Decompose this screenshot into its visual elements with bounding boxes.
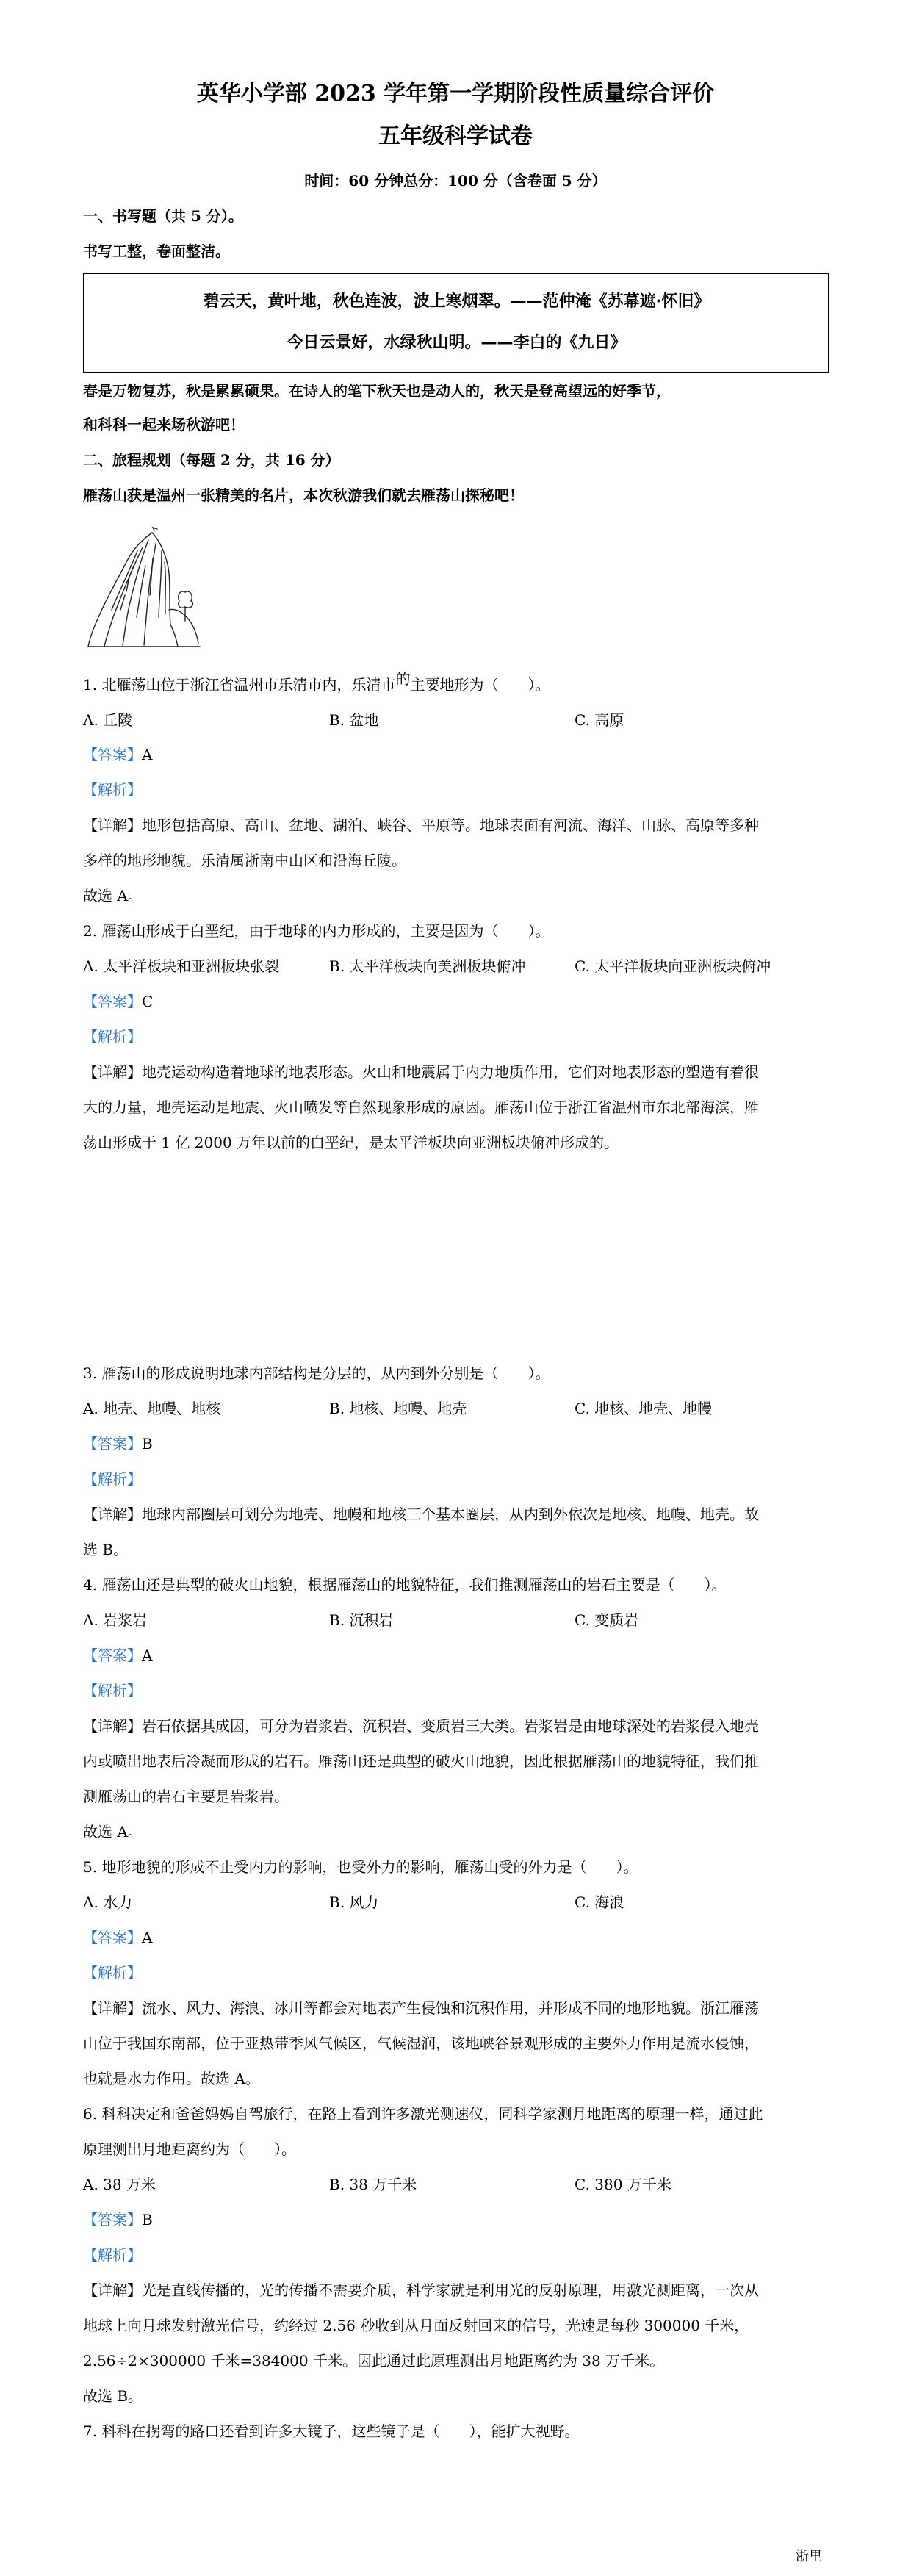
q2-detail-2: 大的力量，地壳运动是地震、火山喷发等自然现象形成的原因。雁荡山位于浙江省温州市东北部海滨，雁 [83, 1098, 759, 1116]
poem-line-2: 今日云景好，水绿秋山明。——李白的《九日》 [287, 333, 627, 352]
q5-option-a: A. 水力 [83, 1893, 133, 1911]
section1-text-2: 和科科一起来场秋游吧！ [83, 416, 245, 433]
q2-option-b: B. 太平洋板块向美洲板块俯冲 [329, 957, 526, 975]
q4-detail-3: 测雁荡山的岩石主要是岩浆岩。 [83, 1788, 289, 1805]
q6-option-c: C. 380 万千米 [575, 2176, 671, 2193]
q6-option-a: A. 38 万米 [83, 2176, 156, 2193]
section2-intro: 雁荡山获是温州一张精美的名片，本次秋游我们就去雁荡山探秘吧！ [83, 486, 524, 504]
section1-instruction: 书写工整，卷面整洁。 [83, 242, 230, 260]
q2-answer [83, 991, 153, 1012]
section1-heading: 一、书写题（共 5 分）。 [83, 207, 243, 225]
exam-title: 英华小学部 2023 学年第一学期阶段性质量综合评价 [196, 81, 715, 107]
q3-option-c: C. 地核、地壳、地幔 [575, 1400, 713, 1417]
q1-detail-2: 多样的地形地貌。乐清属浙南中山区和沿海丘陵。 [83, 852, 406, 869]
q6-detail-text-1: 光是直线传播的，光的传播不需要介质，科学家就是利用光的反射原理，用激光测距离，一次从 [142, 2281, 759, 2299]
footer-mark: 浙里 [796, 2549, 822, 2564]
q3-analysis-label: 【解析】 [83, 1470, 142, 1488]
q4-option-b: B. 沉积岩 [329, 1611, 394, 1629]
q5-option-b: B. 风力 [329, 1893, 379, 1911]
q4-stem: 4. 雁荡山还是典型的破火山地貌，根据雁荡山的地貌特征，我们推测雁荡山的岩石主要是（ ）。 [83, 1576, 727, 1594]
q4-analysis-label: 【解析】 [83, 1682, 142, 1699]
q3-option-b: B. 地核、地幔、地壳 [329, 1400, 467, 1417]
detail-label: 【详解】 [83, 1999, 142, 2017]
q6-stem-1: 6. 科科决定和爸爸妈妈自驾旅行，在路上看到许多激光测速仪，同科学家测月地距离的原理一样，通过此 [83, 2105, 763, 2123]
q1-conclusion: 故选 A。 [83, 887, 143, 904]
q6-analysis-label: 【解析】 [83, 2246, 142, 2264]
q4-detail-2: 内或喷出地表后冷凝而形成的岩石。雁荡山还是典型的破火山地貌，因此根据雁荡山的地貌特征，我们推 [83, 1752, 759, 1770]
answer-label: 【答案】 [83, 993, 142, 1010]
q4-detail-text-1: 岩石依据其成因，可分为岩浆岩、沉积岩、变质岩三大类。岩浆岩是由地球深处的岩浆侵入地壳 [142, 1717, 759, 1735]
q2-stem: 2. 雁荡山形成于白垩纪，由于地球的内力形成的，主要是因为（ ）。 [83, 922, 550, 940]
q5-analysis-label: 【解析】 [83, 1964, 142, 1982]
answer-label: 【答案】 [83, 1929, 142, 1946]
q3-option-a: A. 地壳、地幔、地核 [83, 1400, 221, 1417]
mountain-sketch-image [82, 522, 204, 650]
q1-answer [83, 744, 152, 765]
time-info: 时间：60 分钟总分：100 分（含卷面 5 分） [304, 172, 607, 190]
poem-line-1: 碧云天，黄叶地，秋色连波，波上寒烟翠。——范仲淹《苏幕遮·怀旧》 [203, 292, 710, 311]
q6-detail-1 [83, 2280, 759, 2300]
q6-option-b: B. 38 万千米 [329, 2176, 417, 2193]
section1-text-1: 春是万物复苏，秋是累累硕果。在诗人的笔下秋天也是动人的，秋天是登高望远的好季节， [83, 382, 671, 400]
q3-answer-value: B [142, 1435, 153, 1453]
q1-option-b: B. 盆地 [329, 711, 379, 729]
q1-stem [83, 670, 550, 695]
q4-answer-value: A [142, 1647, 153, 1664]
q4-answer [83, 1645, 152, 1666]
detail-label: 【详解】 [83, 1063, 142, 1081]
q1-answer-value: A [142, 746, 153, 763]
q6-stem-2: 原理测出月地距离约为（ ）。 [83, 2140, 296, 2158]
q3-detail-text-1: 地球内部圈层可划分为地壳、地幔和地核三个基本圈层，从内到外依次是地核、地幔、地壳。故 [142, 1505, 759, 1523]
q4-detail-1 [83, 1716, 759, 1736]
detail-label: 【详解】 [83, 1505, 142, 1523]
q2-analysis-label: 【解析】 [83, 1028, 142, 1046]
q1-stem-c: 主要地形为（ ）。 [410, 676, 550, 694]
q2-option-a: A. 太平洋板块和亚洲板块张裂 [83, 957, 280, 975]
q5-detail-1 [83, 1998, 759, 2018]
q2-answer-value: C [142, 993, 154, 1010]
q3-detail-1 [83, 1504, 759, 1525]
q2-detail-text-1: 地壳运动构造着地球的地表形态。火山和地震属于内力地质作用，它们对地表形态的塑造有着很 [142, 1063, 759, 1081]
answer-label: 【答案】 [83, 746, 142, 763]
section2-heading: 二、旅程规划（每题 2 分，共 16 分） [83, 451, 340, 469]
poem-box [83, 273, 829, 373]
q1-option-c: C. 高原 [575, 711, 624, 729]
q3-detail-2: 选 B。 [83, 1541, 129, 1558]
q5-answer [83, 1927, 152, 1948]
answer-label: 【答案】 [83, 2211, 142, 2228]
answer-label: 【答案】 [83, 1647, 142, 1664]
q5-stem: 5. 地形地貌的形成不止受内力的影响，也受外力的影响，雁荡山受的外力是（ ）。 [83, 1858, 638, 1876]
detail-label: 【详解】 [83, 2281, 142, 2299]
q5-detail-3: 也就是水力作用。故选 A。 [83, 2070, 260, 2087]
q6-answer [83, 2209, 153, 2230]
q1-stem-b: 的 [395, 670, 411, 688]
q1-detail-1 [83, 815, 759, 835]
q2-option-c: C. 太平洋板块向亚洲板块俯冲 [575, 957, 771, 975]
detail-label: 【详解】 [83, 816, 142, 834]
q6-detail-2: 地球上向月球发射激光信号，约经过 2.56 秒收到从月面反射回来的信号，光速是每秒 300000 千米， [83, 2317, 749, 2334]
q2-detail-3: 荡山形成于 1 亿 2000 万年以前的白垩纪，是太平洋板块向亚洲板块俯冲形成的。 [83, 1134, 619, 1151]
detail-label: 【详解】 [83, 1717, 142, 1735]
q6-detail-3: 2.56÷2×300000 千米=384000 千米。因此通过此原理测出月地距离约为 38 万千米。 [83, 2352, 665, 2370]
q3-stem: 3. 雁荡山的形成说明地球内部结构是分层的，从内到外分别是（ ）。 [83, 1364, 550, 1382]
q5-answer-value: A [142, 1929, 153, 1946]
q6-answer-value: B [142, 2211, 153, 2228]
q1-detail-text-1: 地形包括高原、高山、盆地、湖泊、峡谷、平原等。地球表面有河流、海洋、山脉、高原等多种 [142, 816, 759, 834]
q1-option-a: A. 丘陵 [83, 711, 133, 729]
q4-option-c: C. 变质岩 [575, 1611, 639, 1629]
q1-analysis-label: 【解析】 [83, 781, 142, 799]
q5-detail-2: 山位于我国东南部，位于亚热带季风气候区，气候湿润，该地峡谷景观形成的主要外力作用是流水侵蚀， [83, 2034, 759, 2052]
answer-label: 【答案】 [83, 1435, 142, 1453]
q4-option-a: A. 岩浆岩 [83, 1611, 148, 1629]
q5-detail-text-1: 流水、风力、海浪、冰川等都会对地表产生侵蚀和沉积作用，并形成不同的地形地貌。浙江雁荡 [142, 1999, 759, 2017]
q6-conclusion: 故选 B。 [83, 2387, 143, 2405]
q5-option-c: C. 海浪 [575, 1893, 624, 1911]
q4-conclusion: 故选 A。 [83, 1823, 143, 1841]
exam-subtitle: 五年级科学试卷 [378, 123, 533, 149]
q7-stem: 7. 科科在拐弯的路口还看到许多大镜子，这些镜子是（ ），能扩大视野。 [83, 2422, 580, 2440]
q3-answer [83, 1433, 153, 1454]
q2-detail-1 [83, 1062, 759, 1082]
q1-stem-a: 1. 北雁荡山位于浙江省温州市乐清市内，乐清市 [83, 676, 396, 694]
